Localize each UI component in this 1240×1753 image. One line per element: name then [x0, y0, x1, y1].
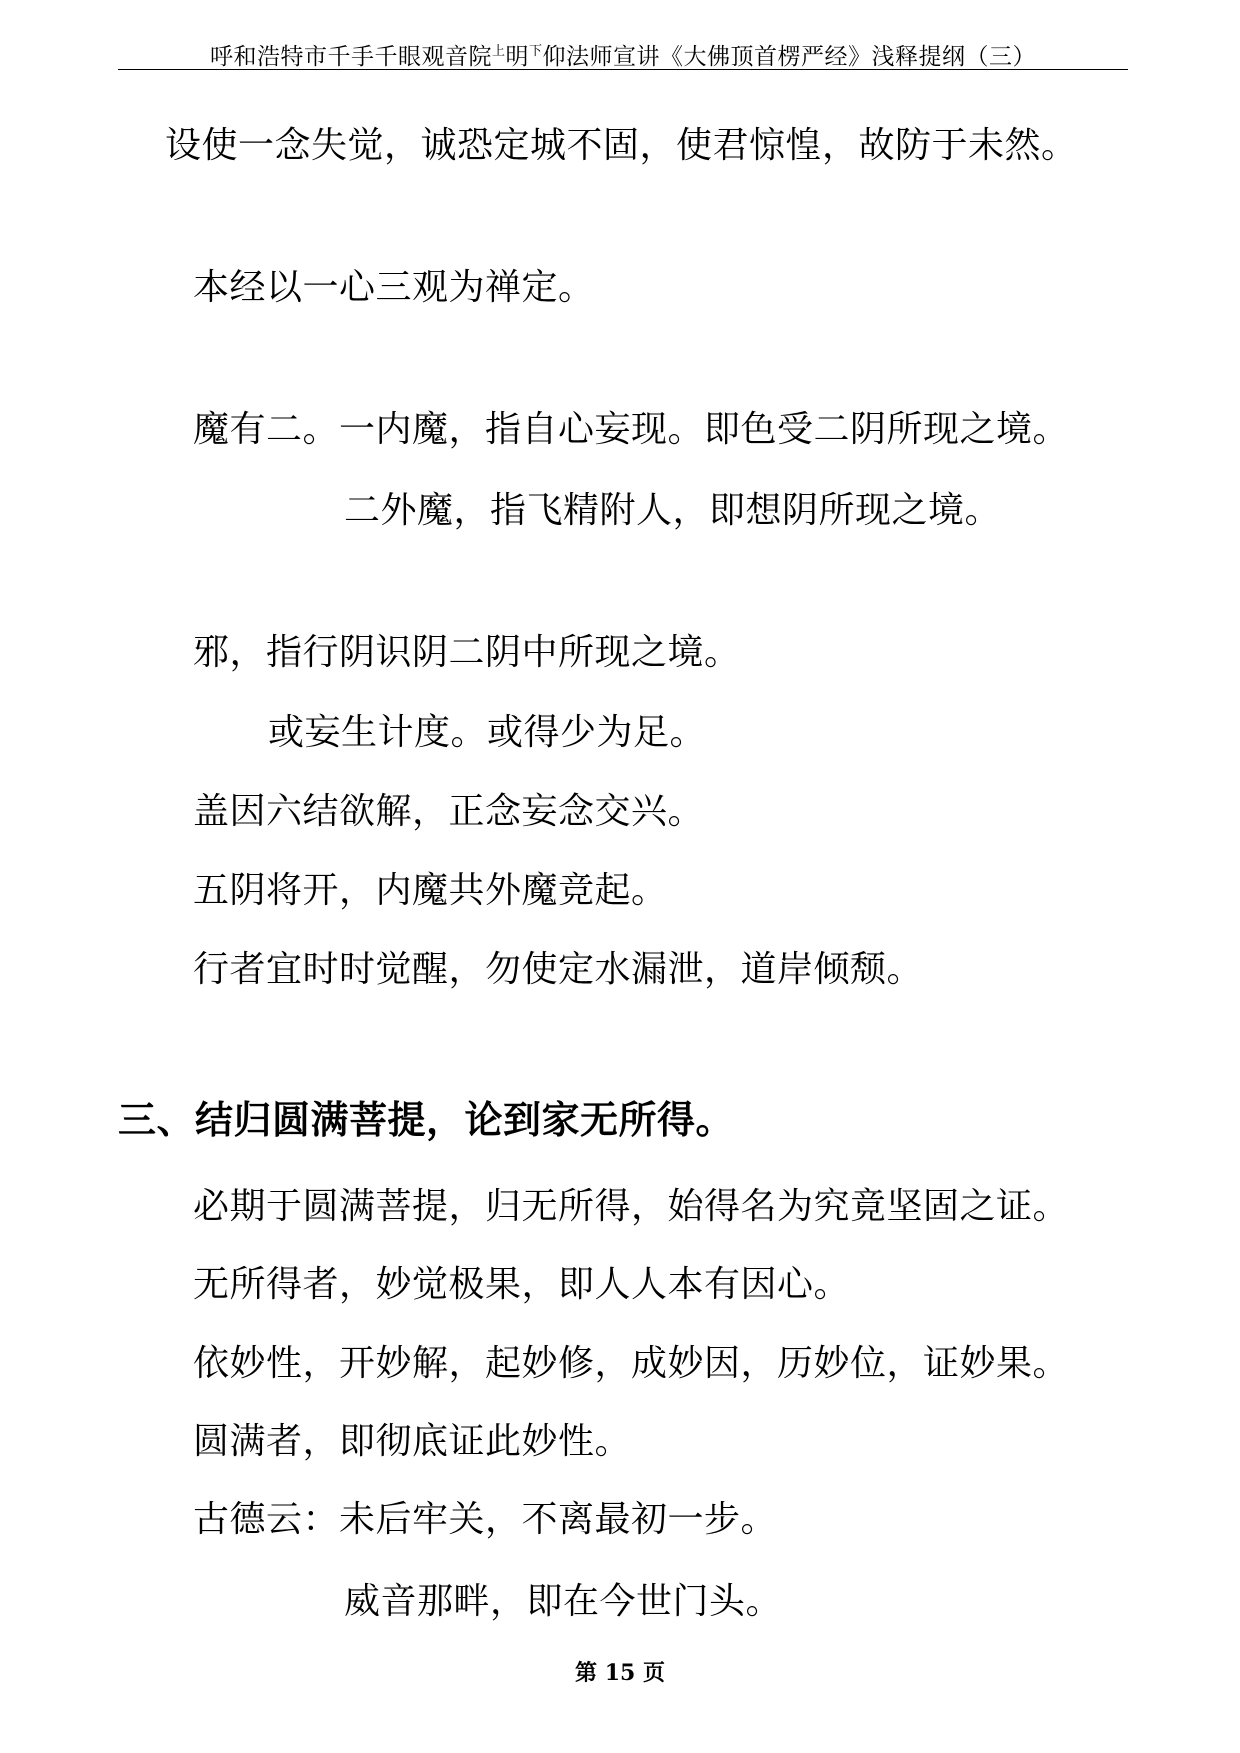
section-line-6: 威音那畔，即在今世门头。: [344, 1581, 783, 1622]
body-line-7: 盖因六结欲解，正念妄念交兴。: [193, 791, 705, 832]
section-line-2: 无所得者，妙觉极果，即人人本有因心。: [193, 1264, 851, 1305]
section-line-1: 必期于圆满菩提，归无所得，始得名为究竟坚固之证。: [193, 1186, 1070, 1227]
header-divider: [118, 69, 1128, 70]
header-title-part3: 仰法师宣讲《大佛顶首楞严经》浅释提纲（三）: [542, 44, 1037, 70]
header-title-part1: 呼和浩特市千手千眼观音院: [209, 44, 492, 70]
body-line-6: 或妄生计度。或得少为足。: [268, 712, 707, 753]
body-line-8: 五阴将开，内魔共外魔竞起。: [193, 870, 668, 911]
body-line-9: 行者宜时时觉醒，勿使定水漏泄，道岸倾颓。: [193, 949, 924, 990]
section-heading: 三、结归圆满菩提，论到家无所得。: [118, 1097, 735, 1142]
body-line-3: 魔有二。一内魔，指自心妄现。即色受二阴所现之境。: [193, 409, 1070, 450]
section-line-3: 依妙性，开妙解，起妙修，成妙因，历妙位，证妙果。: [193, 1343, 1070, 1384]
page-number: 第 15 页: [575, 1660, 665, 1686]
body-line-2: 本经以一心三观为禅定。: [193, 267, 595, 308]
header-superscript-down: 下: [529, 44, 543, 59]
section-line-4: 圆满者，即彻底证此妙性。: [193, 1421, 632, 1462]
body-line-4: 二外魔，指飞精附人，即想阴所现之境。: [344, 490, 1002, 531]
section-line-5: 古德云：未后牢关，不离最初一步。: [193, 1499, 778, 1540]
body-line-1: 设使一念失觉，诚恐定城不固，使君惊惶，故防于未然。: [165, 125, 1078, 166]
header-title-part2: 明: [505, 44, 529, 70]
running-header: [118, 38, 1128, 71]
header-superscript-up: 上: [491, 44, 506, 59]
body-line-5: 邪，指行阴识阴二阴中所现之境。: [193, 632, 741, 673]
